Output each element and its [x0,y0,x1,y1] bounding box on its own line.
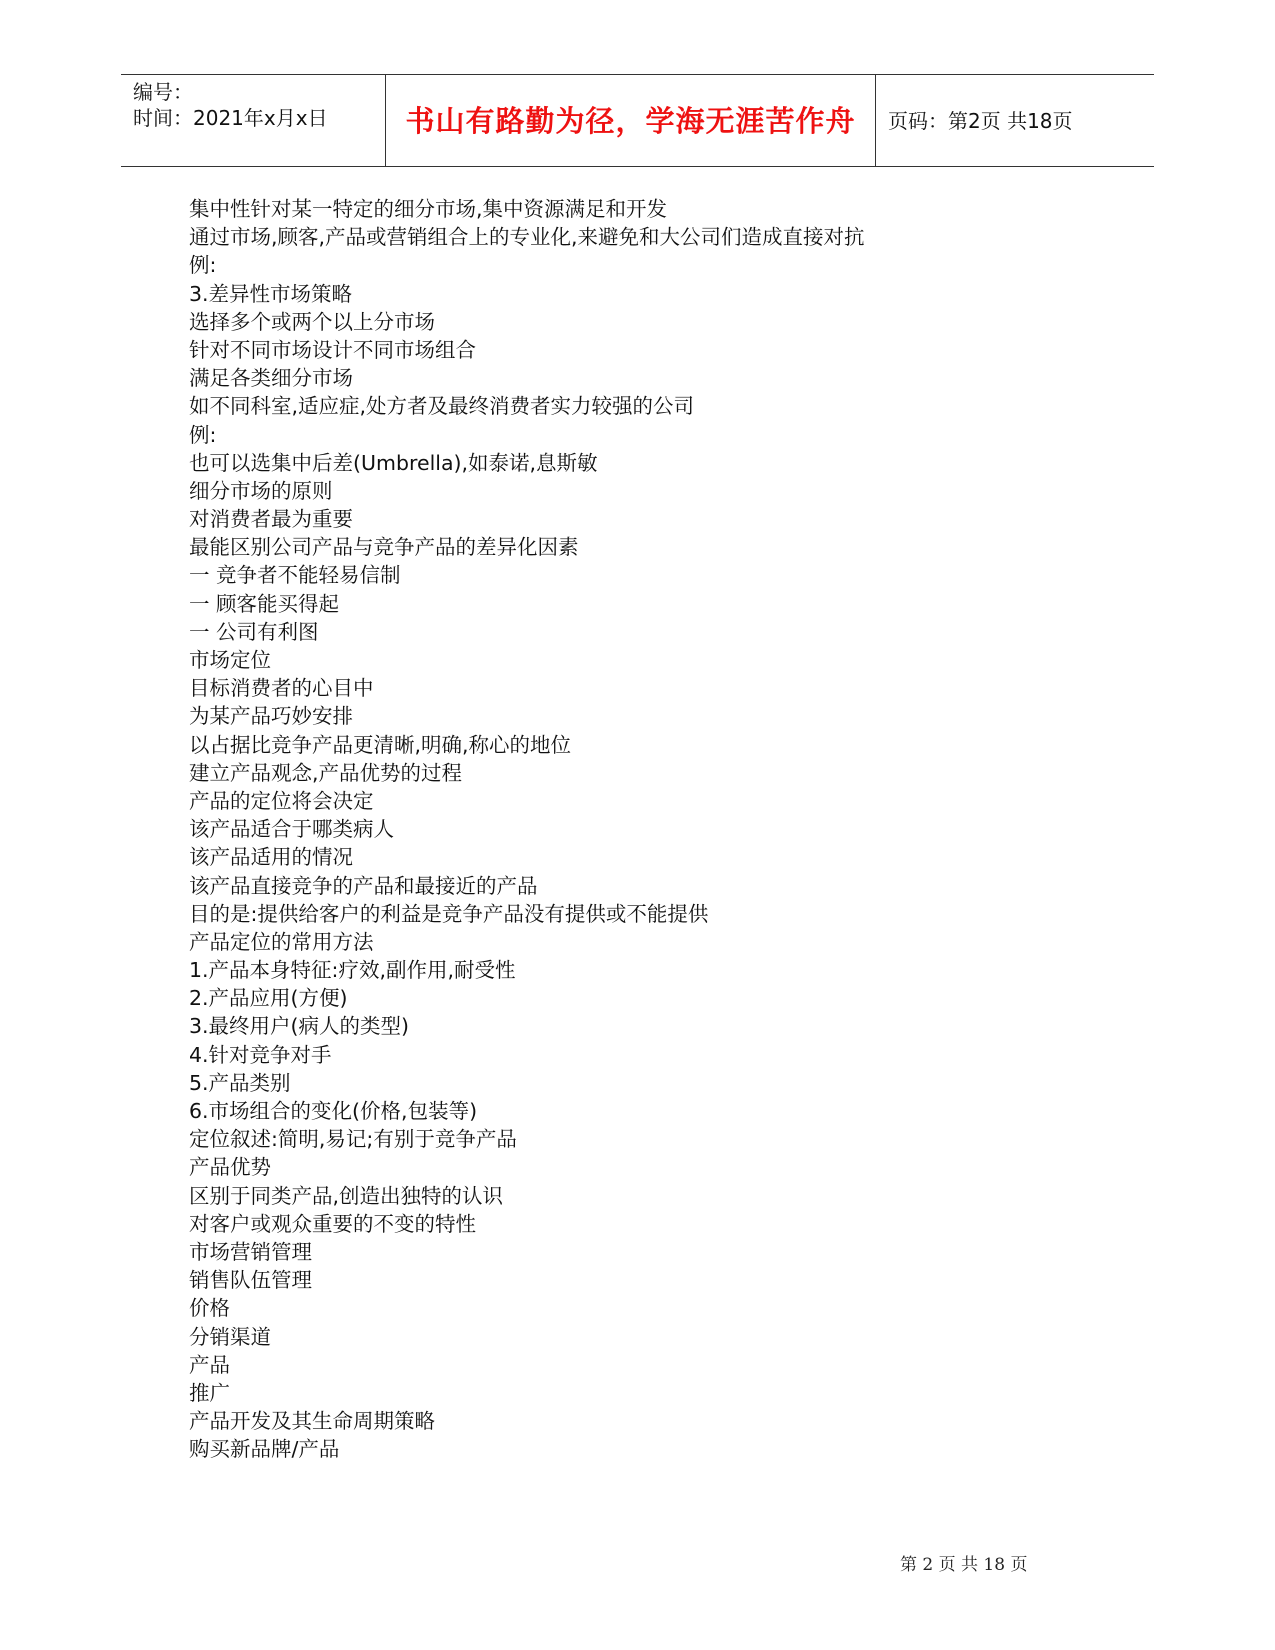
body-line: 市场营销管理 [189,1239,312,1264]
body-line: 定位叙述:简明,易记;有别于竞争产品 [189,1127,517,1152]
body-line: 一 公司有利图 [189,619,319,644]
body-line: 该产品直接竞争的产品和最接近的产品 [189,873,538,898]
body-line: 购买新品牌/产品 [189,1437,340,1462]
header-page-cell [876,75,1154,166]
header-motto-cell [385,75,876,166]
body-line: 通过市场,顾客,产品或营销组合上的专业化,来避免和大公司们造成直接对抗 [189,225,865,250]
body-line: 分销渠道 [189,1324,271,1349]
body-line: 也可以选集中后差(Umbrella),如泰诺,息斯敏 [189,450,598,475]
body-line: 产品 [189,1352,230,1377]
body-line: 针对不同市场设计不同市场组合 [189,337,476,362]
body-line: 建立产品观念,产品优势的过程 [189,760,463,785]
header-motto: 书山有路勤为径，学海无涯苦作舟 [405,104,856,138]
body-line: 1.产品本身特征:疗效,副作用,耐受性 [189,958,516,983]
serial-number-label: 编号： [133,80,193,104]
body-line: 对消费者最为重要 [189,507,353,532]
body-line: 如不同科室,适应症,处方者及最终消费者实力较强的公司 [189,394,695,419]
body-line: 选择多个或两个以上分市场 [189,309,435,334]
body-line: 集中性针对某一特定的细分市场,集中资源满足和开发 [189,197,668,221]
body-line: 5.产品类别 [189,1070,291,1095]
body-line: 最能区别公司产品与竞争产品的差异化因素 [189,535,579,560]
body-line: 推广 [189,1380,230,1405]
document-body [189,195,1089,1463]
body-line: 价格 [189,1296,230,1321]
body-line: 产品定位的常用方法 [189,929,374,954]
body-line: 3.最终用户(病人的类型) [189,1014,410,1039]
page-footer: 第 2 页 共 18 页 [900,1555,1028,1575]
body-line: 一 顾客能买得起 [189,591,340,616]
body-line: 该产品适用的情况 [189,845,353,870]
body-line: 以占据比竞争产品更清晰,明确,称心的地位 [189,732,572,757]
body-line: 为某产品巧妙安排 [189,704,353,729]
body-line: 满足各类细分市场 [189,366,353,391]
body-line: 例: [189,422,217,447]
body-line: 6.市场组合的变化(价格,包装等) [189,1099,478,1123]
header-info-cell [121,75,385,166]
body-line: 目的是:提供给客户的利益是竞争产品没有提供或不能提供 [189,901,709,926]
body-line: 目标消费者的心目中 [189,676,374,701]
body-line: 产品的定位将会决定 [189,788,374,813]
body-line: 4.针对竞争对手 [189,1042,332,1067]
body-line: 该产品适合于哪类病人 [189,817,394,842]
body-line: 产品开发及其生命周期策略 [189,1409,435,1434]
body-line: 销售队伍管理 [189,1268,312,1293]
body-line: 细分市场的原则 [189,478,333,503]
body-line: 区别于同类产品,创造出独特的认识 [189,1183,504,1208]
time-label: 时间：2021年x月x日 [133,106,328,130]
body-line: 对客户或观众重要的不变的特性 [189,1211,476,1236]
body-line: 一 竞争者不能轻易信制 [189,563,401,588]
body-line: 3.差异性市场策略 [189,281,353,306]
body-line: 例: [189,253,217,278]
header-page-code: 页码：第2页 共18页 [888,109,1073,133]
page-header [121,74,1154,167]
body-line: 市场定位 [189,648,271,672]
body-line: 产品优势 [189,1155,271,1180]
body-line: 2.产品应用(方便) [189,986,348,1011]
